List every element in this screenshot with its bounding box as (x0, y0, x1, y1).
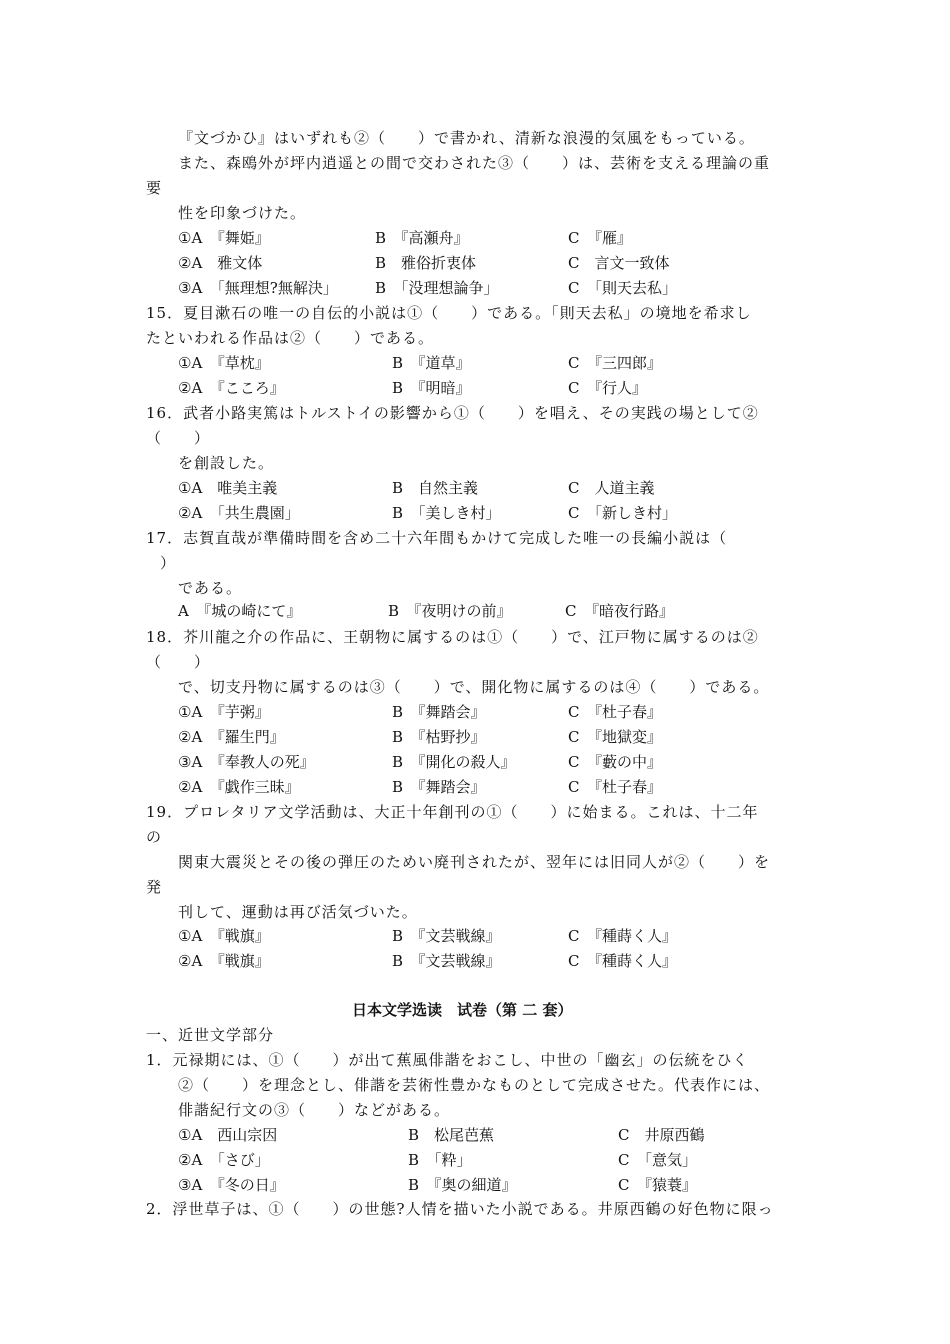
option-a: ②A 『戯作三昧』 (178, 778, 300, 796)
text-line: 性を印象づけた。 (178, 204, 307, 222)
option-b: B 『舞踏会』 (392, 703, 486, 721)
option-c: C 『猿蓑』 (618, 1176, 697, 1194)
question-18: 18．芥川龍之介の作品に、王朝物に属するのは①（ ）で、江戸物に属するのは② (146, 628, 759, 646)
option-c: C 『行人』 (568, 379, 647, 397)
option-a: ①A 『舞姫』 (178, 229, 270, 247)
option-b: B 『舞踏会』 (392, 778, 486, 796)
option-a: ②A 雅文体 (178, 254, 263, 272)
option-c: C 『暗夜行路』 (565, 602, 674, 620)
option-c: C 「意気」 (618, 1151, 697, 1169)
section-heading: 一、近世文学部分 (146, 1026, 275, 1044)
text-line: ②（ ）を理念とし、俳諧を芸術性豊かなものとして完成させた。代表作には、 (178, 1076, 771, 1094)
text-line: 発 (146, 878, 163, 896)
option-c: C 「則天去私」 (568, 279, 677, 297)
option-a: ①A 『芋粥』 (178, 703, 270, 721)
question-17: 17．志賀直哉が準備時間を含め二十六年間もかけて完成した唯一の長編小説は（ (146, 529, 728, 547)
text-line: 関東大震災とその後の弾圧のためい廃刊されたが、翌年には旧同人が②（ ）を (178, 853, 771, 871)
option-c: C 井原西鶴 (618, 1126, 705, 1144)
option-a: ③A 『奉教人の死』 (178, 753, 315, 771)
text-line: たといわれる作品は②（ ）である。 (146, 329, 435, 347)
text-line: 『文づかひ』はいずれも②（ ）で書かれ、清新な浪漫的気風をもっている。 (178, 129, 755, 147)
text-line: （ ） (146, 429, 211, 447)
option-c: C 『種蒔く人』 (568, 927, 677, 945)
option-a: ①A 『戦旗』 (178, 927, 270, 945)
option-c: C 『藪の中』 (568, 753, 662, 771)
question-19: 19．プロレタリア文学活動は、大正十年創刊の①（ ）に始まる。これは、十二年 (146, 803, 759, 821)
option-b: B 松尾芭蕉 (408, 1126, 495, 1144)
text-line: 俳諧紀行文の③（ ）などがある。 (178, 1101, 451, 1119)
option-c: C 人道主義 (568, 479, 655, 497)
option-b: B 『奥の細道』 (408, 1176, 517, 1194)
text-line: （ ） (146, 653, 211, 671)
option-a: ①A 『草枕』 (178, 354, 270, 372)
option-a: ①A 西山宗因 (178, 1126, 278, 1144)
option-a: ②A 「さび」 (178, 1151, 270, 1169)
option-a: ②A 「共生農園」 (178, 504, 300, 522)
option-b: B 『枯野抄』 (392, 728, 486, 746)
question-2: 2．浮世草子は、①（ ）の世態?人情を描いた小説である。井原西鶴の好色物に限っ (146, 1200, 774, 1218)
option-a: ②A 『こころ』 (178, 379, 285, 397)
option-b: B 雅俗折衷体 (375, 254, 477, 272)
option-c: C 『三四郎』 (568, 354, 662, 372)
text-line: ） (160, 554, 177, 572)
option-b: B 自然主義 (392, 479, 479, 497)
option-c: C 『杜子春』 (568, 778, 662, 796)
option-c: C 「新しき村」 (568, 504, 677, 522)
option-c: C 『種蒔く人』 (568, 952, 677, 970)
option-a: ②A 『戦旗』 (178, 952, 270, 970)
option-b: B 『夜明けの前』 (388, 602, 512, 620)
option-b: B 『高瀬舟』 (375, 229, 469, 247)
option-c: C 『杜子春』 (568, 703, 662, 721)
text-line: 刊して、運動は再び活気づいた。 (178, 903, 418, 921)
option-a: A 『城の崎にて』 (178, 602, 302, 620)
text-line: の (146, 828, 163, 846)
text-line: で、切支丹物に属するのは③（ ）で、開化物に属するのは④（ ）である。 (178, 678, 770, 696)
option-b: B 『道草』 (392, 354, 471, 372)
option-c: C 『雁』 (568, 229, 632, 247)
question-15: 15．夏目漱石の唯一の自伝的小説は①（ ）である。「則天去私」の境地を希求し (146, 304, 752, 322)
option-b: B 『明暗』 (392, 379, 471, 397)
text-line: を創設した。 (178, 454, 275, 472)
option-a: ③A 「無理想?無解決」 (178, 279, 338, 297)
option-a: ③A 『冬の日』 (178, 1176, 285, 1194)
option-c: C 『地獄変』 (568, 728, 662, 746)
option-b: B 「美しき村」 (392, 504, 501, 522)
option-a: ①A 唯美主義 (178, 479, 278, 497)
option-a: ②A 『羅生門』 (178, 728, 285, 746)
exam-title: 日本文学选读 试卷（第 二 套） (352, 1001, 573, 1019)
option-b: B 『文芸戦線』 (392, 952, 501, 970)
option-b: B 「没理想論争」 (375, 279, 499, 297)
question-16: 16．武者小路実篤はトルストイの影響から①（ ）を唱え、その実践の場として② (146, 404, 759, 422)
option-b: B 『開化の殺人』 (392, 753, 516, 771)
text-line: である。 (178, 579, 243, 597)
text-line: また、森鴎外が坪内逍遥との間で交わされた③（ ）は、芸術を支える理論の重 (178, 154, 771, 172)
question-1: 1．元禄期には、①（ ）が出て蕉風俳諧をおこし、中世の「幽玄」の伝統をひく (146, 1051, 749, 1069)
option-b: B 『文芸戦線』 (392, 927, 501, 945)
option-b: B 「粋」 (408, 1151, 472, 1169)
text-line: 要 (146, 179, 163, 197)
option-c: C 言文一致体 (568, 254, 670, 272)
